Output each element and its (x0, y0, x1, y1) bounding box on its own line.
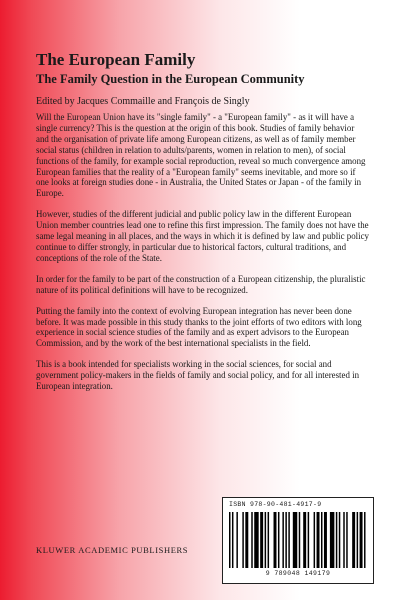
barcode-graphic (229, 512, 367, 568)
barcode-bar (260, 512, 263, 568)
barcode-bar (330, 512, 334, 568)
publisher-name: KLUWER ACADEMIC PUBLISHERS (36, 545, 189, 555)
barcode-bar (265, 512, 266, 568)
barcode-bar (232, 512, 233, 568)
barcode-bar (336, 512, 337, 568)
barcode-bar (321, 512, 322, 568)
barcode-bar (299, 512, 300, 568)
barcode-bar (293, 512, 297, 568)
barcode-bar (339, 512, 340, 568)
barcode-digits: 9 789048 149179 (265, 570, 331, 577)
barcode-bar (251, 512, 252, 568)
barcode-bar (288, 512, 289, 568)
blurb-paragraph: This is a book intended for specialists working in the social sciences, for social and government policy-makers in the fields of family and social policy, and for all interested in European integration. (36, 359, 360, 392)
barcode-bar (308, 512, 309, 568)
barcode-bar (364, 512, 365, 568)
book-subtitle: The Family Question in the European Community (36, 72, 305, 86)
barcode-bar (245, 512, 248, 568)
barcode-bar (324, 512, 327, 568)
barcode-bar (274, 512, 277, 568)
editors-line: Edited by Jacques Commaille and François de Singly (36, 96, 250, 107)
barcode-bar (314, 512, 315, 568)
barcode-bar (229, 512, 230, 568)
barcode-bar (254, 512, 258, 568)
blurb-paragraph: However, studies of the different judicial and public policy law in the different European Union member countries lead one to refine this first impression. The family does not have the same legal meaning in all places, and the ways in which it is defined by law and public policy continue to differ strongly, in particular due to historical factors, cultural traditions, and conceptions of the role of the State. (36, 209, 369, 263)
blurb-paragraph: In order for the family to be part of the construction of a European citizenship, the pluralistic nature of its political definitions will have to be recognized. (36, 273, 366, 295)
barcode-bar (352, 512, 355, 568)
barcode-bar (303, 512, 306, 568)
isbn-label: ISBN 978-90-481-4917-9 (229, 501, 322, 508)
barcode-bar (278, 512, 279, 568)
barcode-bar (317, 512, 320, 568)
barcode-panel (222, 497, 374, 584)
barcode-bar (236, 512, 237, 568)
blurb-text (36, 112, 369, 402)
barcode-bar (343, 512, 344, 568)
barcode-bar (346, 512, 347, 568)
book-title: The European Family (36, 50, 196, 69)
blurb-paragraph: Will the European Union have its "single family" - a "European family" - as it will have a single currency? This is the question at the origin of this book. Studies of family behavior and the organisation of private life among European citizens, as well as of family member social status (children in relation to adults/parents, women in relation to men), of social functions of the family, for example social reproduction, reveal so much convergence among European families that the reality of a "European family" seems inevitable, and more so if one looks at foreign studies done - in Australia, the United States or Japan - of the family in Europe. (36, 112, 366, 199)
barcode-bar (285, 512, 286, 568)
barcode-bar (282, 512, 283, 568)
barcode-bar (242, 512, 243, 568)
barcode-bar (357, 512, 358, 568)
barcode-bar (268, 512, 269, 568)
blurb-paragraph: Putting the family into the context of evolving European integration has never been done before. It was made possible in this study thanks to the joint efforts of two editors with long experience in social science studies of the family and as expert advisors to the European Commission, and by the work of the best international specialists in the field. (36, 305, 362, 349)
barcode-bar (360, 512, 363, 568)
